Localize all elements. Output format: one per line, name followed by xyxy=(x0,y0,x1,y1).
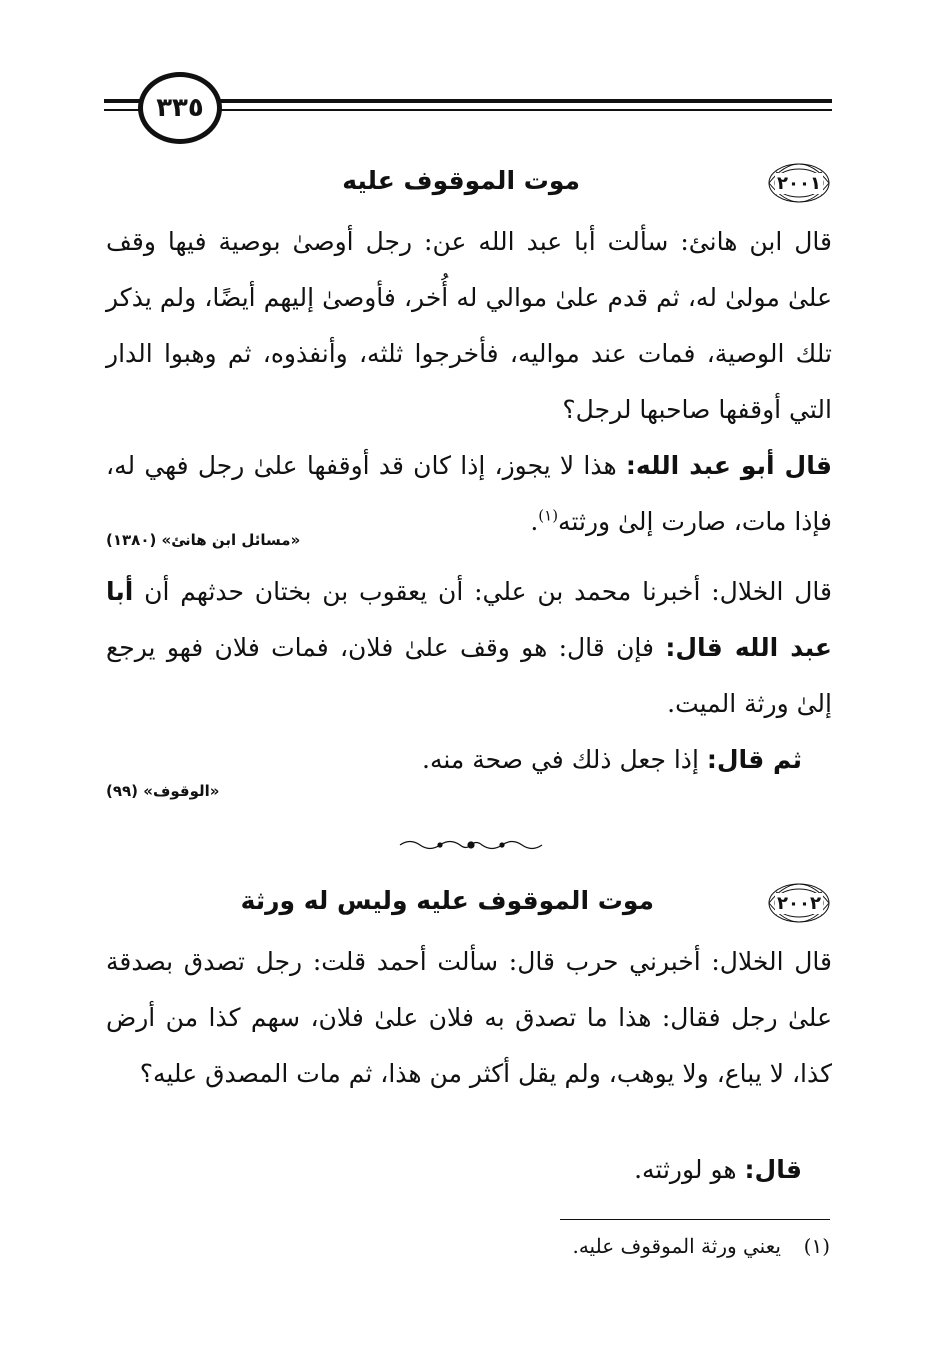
section-number-badge xyxy=(764,880,834,926)
speaker-lead: قال أبو عبد الله: xyxy=(625,451,833,480)
speaker-lead: قال: xyxy=(744,1155,802,1184)
page-number: ٣٣٥ xyxy=(138,72,222,144)
footnote-rule xyxy=(560,1219,830,1220)
speaker-lead: أبا عبد الله قال: xyxy=(106,577,832,662)
paragraph: قال أبو عبد الله: هذا لا يجوز، إذا كان قد أوقفها علىٰ رجل فهي له، فإذا مات، صارت إلىٰ ورثته$^{(١)}$. xyxy=(106,451,833,536)
paragraph-text: قال الخلال: أخبرنا محمد بن علي: أن يعقوب بن بختان حدثهم أن xyxy=(144,577,832,606)
footnote xyxy=(572,1234,830,1258)
paragraph-text: فإن قال: هو وقف علىٰ فلان، فمات فلان فهو يرجع إلىٰ ورثة الميت. xyxy=(106,633,832,718)
paragraph-text: قال ابن هانئ: سألت أبا عبد الله عن: رجل أوصىٰ بوصية فيها وقف علىٰ مولىٰ له، ثم قدم علىٰ موالي له أُخر، فأوصىٰ إليهم أيضًا، ولم يذكر تلك الوصية، فمات عند مواليه، فأخرجوا ثلثه، وأنفذوه، ثم وهبوا الدار التي أوقفها صاحبها لرجل؟ xyxy=(106,227,832,424)
section-number: ٢٠٠١ xyxy=(777,172,821,194)
section-number: ٢٠٠٢ xyxy=(777,892,821,914)
section-number-badge xyxy=(764,160,834,206)
footnote-text: يعني ورثة الموقوف عليه. xyxy=(572,1234,781,1258)
paragraph-text: قال الخلال: أخبرني حرب قال: سألت أحمد قلت: رجل تصدق بصدقة علىٰ رجل فقال: هذا ما تصدق به فلان علىٰ فلان، سهم كذا من أرض كذا، لا يباع، ولا يوهب، ولم يقل أكثر من هذا، ثم مات المصدق عليه؟ xyxy=(106,947,832,1088)
source-citation: «مسائل ابن هانئ» (١٣٨٠) xyxy=(106,531,301,549)
paragraph-text: هذا لا يجوز، إذا كان قد أوقفها علىٰ رجل فهي له، فإذا مات، صارت إلىٰ ورثته xyxy=(106,451,832,536)
section-title: موت الموقوف عليه وليس له ورثة xyxy=(240,886,654,915)
paragraph xyxy=(106,1142,832,1198)
paragraph-text: هو لورثته. xyxy=(634,1155,737,1184)
speaker-lead: ثم قال: xyxy=(706,745,802,774)
paragraph xyxy=(106,934,832,1102)
ornament-divider xyxy=(398,836,544,854)
footnote-marker: (١) xyxy=(538,506,559,525)
section-title: موت الموقوف عليه xyxy=(342,166,580,195)
paragraph xyxy=(106,214,832,438)
paragraph-text: إذا جعل ذلك في صحة منه. xyxy=(422,745,699,774)
footnote-marker: (١) xyxy=(803,1234,830,1258)
paragraph xyxy=(106,732,832,788)
paragraph xyxy=(106,564,832,732)
source-citation: «الوقوف» (٩٩) xyxy=(106,782,220,800)
